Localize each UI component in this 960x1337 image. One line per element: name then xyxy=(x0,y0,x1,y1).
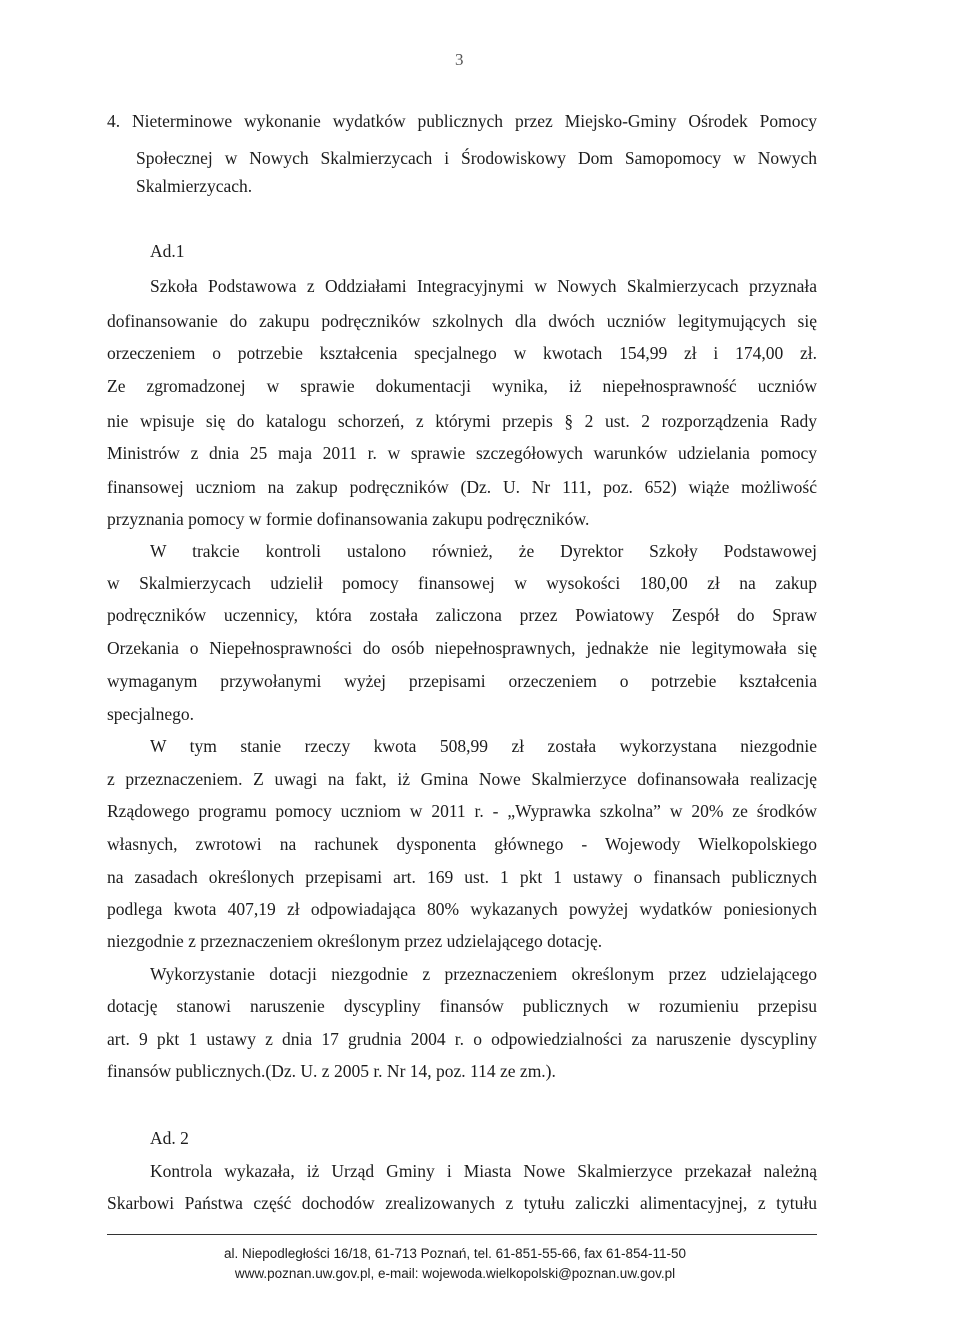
section-label-ad2: Ad. 2 xyxy=(150,1128,189,1148)
text-line: Skalmierzycach. xyxy=(136,176,253,196)
text-line: w Skalmierzycach udzielił pomocy finansowej w wysokości 180,00 zł na zakup xyxy=(107,573,817,593)
text-line: nie wpisuje się do katalogu schorzeń, z którymi przepis § 2 ust. 2 rozporządzenia Rady xyxy=(107,411,817,431)
text-line: podręczników uczennicy, która została zaliczona przez Powiatowy Zespół do Spraw xyxy=(107,605,817,625)
text-line: z przeznaczeniem. Z uwagi na fakt, iż Gmina Nowe Skalmierzyce dofinansowała realizację xyxy=(107,769,817,789)
text-line: specjalnego. xyxy=(107,704,194,724)
text-line: Szkoła Podstawowa z Oddziałami Integracyjnymi w Nowych Skalmierzycach przyznała xyxy=(150,276,817,296)
text-line: Wykorzystanie dotacji niezgodnie z przeznaczeniem określonym przez udzielającego xyxy=(150,964,817,984)
text-line: Społecznej w Nowych Skalmierzycach i Środowiskowy Dom Samopomocy w Nowych xyxy=(136,148,817,168)
text-line: Ministrów z dnia 25 maja 2011 r. w sprawie szczegółowych warunków udzielania pomocy xyxy=(107,443,817,463)
text-line: W trakcie kontroli ustalono również, że Dyrektor Szkoły Podstawowej xyxy=(150,541,817,561)
text-line: finansowej uczniom na zakup podręczników (Dz. U. Nr 111, poz. 652) wiąże możliwość xyxy=(107,477,817,497)
text-line: przyznania pomocy w formie dofinansowania zakupu podręczników. xyxy=(107,509,590,529)
text-line: dotację stanowi naruszenie dyscypliny finansów publicznych w rozumieniu przepisu xyxy=(107,996,817,1016)
text-line: na zasadach określonych przepisami art. 169 ust. 1 pkt 1 ustawy o finansach publicznych xyxy=(107,867,817,887)
text-line: niezgodnie z przeznaczeniem określonym przez udzielającego dotację. xyxy=(107,931,603,951)
footer-contact: www.poznan.uw.gov.pl, e-mail: wojewoda.wielkopolski@poznan.uw.gov.pl xyxy=(234,1266,676,1281)
text-line: Skarbowi Państwa część dochodów zrealizowanych z tytułu zaliczki alimentacyjnej, z tytułu xyxy=(107,1193,817,1213)
text-line: orzeczeniem o potrzebie kształcenia specjalnego w kwotach 154,99 zł i 174,00 zł. xyxy=(107,343,817,363)
text-line: Orzekania o Niepełnosprawności do osób niepełnosprawnych, jednakże nie legitymowała się xyxy=(107,638,817,658)
text-line: wymaganym przywołanymi wyżej przepisami orzeczeniem o potrzebie kształcenia xyxy=(107,671,817,691)
heading-item-4: 4. Nieterminowe wykonanie wydatków publicznych przez Miejsko-Gminy Ośrodek Pomocy xyxy=(107,111,817,131)
text-line: art. 9 pkt 1 ustawy z dnia 17 grudnia 2004 r. o odpowiedzialności za naruszenie dyscypliny xyxy=(107,1029,817,1049)
text-line: W tym stanie rzeczy kwota 508,99 zł została wykorzystana niezgodnie xyxy=(150,736,817,756)
footer-address: al. Niepodległości 16/18, 61-713 Poznań, tel. 61-851-55-66, fax 61-854-11-50 xyxy=(223,1246,687,1261)
text-line: dofinansowanie do zakupu podręczników szkolnych dla dwóch uczniów legitymujących się xyxy=(107,311,817,331)
text-line: podlega kwota 407,19 zł odpowiadająca 80% wykazanych powyżej wydatków poniesionych xyxy=(107,899,817,919)
text-line: Ze zgromadzonej w sprawie dokumentacji wynika, iż niepełnosprawność uczniów xyxy=(107,376,817,396)
footer-divider xyxy=(107,1234,817,1235)
text-line: Rządowego programu pomocy uczniom w 2011 r. - „Wyprawka szkolna” w 20% ze środków xyxy=(107,801,817,821)
text-line: Kontrola wykazała, iż Urząd Gminy i Miasta Nowe Skalmierzyce przekazał należną xyxy=(150,1161,817,1181)
text-line: finansów publicznych.(Dz. U. z 2005 r. Nr 14, poz. 114 ze zm.). xyxy=(107,1061,556,1081)
page-number: 3 xyxy=(455,50,464,69)
text-line: własnych, zwrotowi na rachunek dysponenta głównego - Wojewody Wielkopolskiego xyxy=(107,834,817,854)
section-label-ad1: Ad.1 xyxy=(150,241,185,261)
